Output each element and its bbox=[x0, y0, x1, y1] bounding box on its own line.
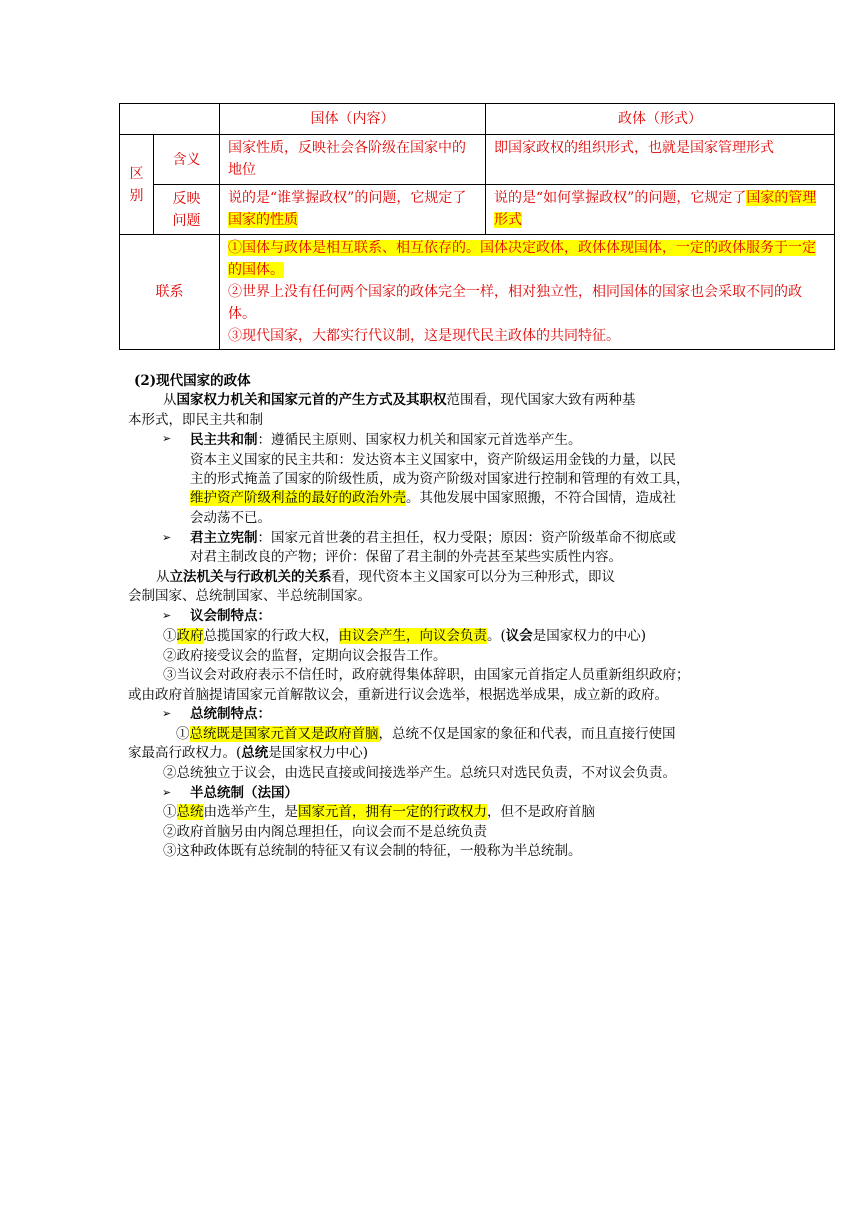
cell-guoti-hanyi: 国家性质，反映社会各阶级在国家中的地位 bbox=[220, 135, 486, 185]
zongtongzhi-point-1-line-2: 家最高行政权力。(总统是国家权力中心) bbox=[128, 745, 369, 761]
row-label-fanying: 反映问题 bbox=[154, 185, 220, 235]
minzhu-gonghe-line-5: 会动荡不已。 bbox=[190, 510, 271, 526]
banzongtongzhi-point-3: ③这种政体既有总统制的特征又有议会制的特征，一般称为半总统制。 bbox=[163, 843, 582, 859]
lianxi-point-1: ①国体与政体是相互联系、相互依存的。国体决定政体，政体体现国体，一定的政体服务于一定的国体。 bbox=[228, 240, 816, 278]
minzhu-gonghe-line-4: 维护资产阶级利益的最好的政治外壳。其他发展中国家照搬，不符合国情，造成社 bbox=[190, 490, 676, 506]
minzhu-gonghe-line-3: 主的形式掩盖了国家的阶级性质，成为资产阶级对国家进行控制和管理的有效工具， bbox=[190, 471, 690, 487]
arrow-bullet-icon: ➢ bbox=[162, 531, 172, 544]
intro-line-2: 本形式，即民主共和制 bbox=[128, 412, 263, 428]
yihuizhi-point-1: ①政府总揽国家的行政大权，由议会产生，向议会负责。(议会是国家权力的中心) bbox=[163, 628, 647, 644]
cell-zhengti-hanyi: 即国家政权的组织形式，也就是国家管理形式 bbox=[486, 135, 835, 185]
cell-zhengti-fanying: 说的是“如何掌握政权”的问题，它规定了国家的管理形式 bbox=[486, 185, 835, 235]
arrow-bullet-icon: ➢ bbox=[162, 786, 172, 799]
cell-lianxi bbox=[220, 235, 835, 350]
header-zhengti: 政体（形式） bbox=[486, 104, 835, 135]
banzongtongzhi-title: 半总统制（法国） bbox=[190, 785, 298, 801]
qubie-label: 区别 bbox=[120, 135, 154, 235]
row-label-lianxi: 联系 bbox=[120, 235, 220, 350]
arrow-bullet-icon: ➢ bbox=[162, 707, 172, 720]
relation-line-1: 从立法机关与行政机关的关系看，现代资本主义国家可以分为三种形式，即议 bbox=[156, 569, 615, 585]
header-guoti: 国体（内容） bbox=[220, 104, 486, 135]
arrow-bullet-icon: ➢ bbox=[162, 432, 172, 445]
lianxi-point-2: ②世界上没有任何两个国家的政体完全一样，相对独立性，相同国体的国家也会采取不同的政体。 bbox=[228, 284, 802, 322]
section-heading: (2)现代国家的政体 bbox=[134, 373, 251, 389]
minzhu-gonghe-line-2: 资本主义国家的民主共和：发达资本主义国家中，资产阶级运用金钱的力量，以民 bbox=[190, 452, 676, 468]
minzhu-gonghe-line-1: 民主共和制：遵循民主原则、国家权力机关和国家元首选举产生。 bbox=[190, 432, 582, 448]
yihuizhi-point-2: ②政府接受议会的监督，定期向议会报告工作。 bbox=[163, 648, 447, 664]
zongtongzhi-point-2: ②总统独立于议会，由选民直接或间接选举产生。总统只对选民负责，不对议会负责。 bbox=[163, 765, 676, 781]
intro-line-1: 从国家权力机关和国家元首的产生方式及其职权范围看，现代国家大致有两种基 bbox=[163, 392, 636, 408]
comparison-table bbox=[119, 103, 835, 350]
junzhu-lixian-line-1: 君主立宪制：国家元首世袭的君主担任，权力受限；原因：资产阶级革命不彻底或 bbox=[190, 530, 676, 546]
zongtongzhi-title: 总统制特点： bbox=[190, 706, 271, 722]
banzongtongzhi-point-1: ①总统由选举产生，是国家元首，拥有一定的行政权力，但不是政府首脑 bbox=[163, 804, 595, 820]
lianxi-point-3: ③现代国家，大都实行代议制，这是现代民主政体的共同特征。 bbox=[228, 328, 620, 344]
yihuizhi-point-3-line-1: ③当议会对政府表示不信任时，政府就得集体辞职，由国家元首指定人员重新组织政府； bbox=[163, 667, 690, 683]
relation-line-2: 会制国家、总统制国家、半总统制国家。 bbox=[128, 588, 371, 604]
arrow-bullet-icon: ➢ bbox=[162, 609, 172, 622]
yihuizhi-point-3-line-2: 或由政府首脑提请国家元首解散议会，重新进行议会选举，根据选举成果，成立新的政府。 bbox=[128, 687, 668, 703]
junzhu-lixian-line-2: 对君主制改良的产物；评价：保留了君主制的外壳甚至某些实质性内容。 bbox=[190, 549, 622, 565]
banzongtongzhi-point-2: ②政府首脑另由内阁总理担任，向议会而不是总统负责 bbox=[163, 824, 487, 840]
table-corner-cell bbox=[120, 104, 220, 135]
row-label-hanyi: 含义 bbox=[154, 135, 220, 185]
yihuizhi-title: 议会制特点： bbox=[190, 608, 271, 624]
cell-guoti-fanying: 说的是“谁掌握政权”的问题，它规定了国家的性质 bbox=[220, 185, 486, 235]
zongtongzhi-point-1: ①总统既是国家元首又是政府首脑，总统不仅是国家的象征和代表，而且直接行使国 bbox=[176, 726, 676, 742]
